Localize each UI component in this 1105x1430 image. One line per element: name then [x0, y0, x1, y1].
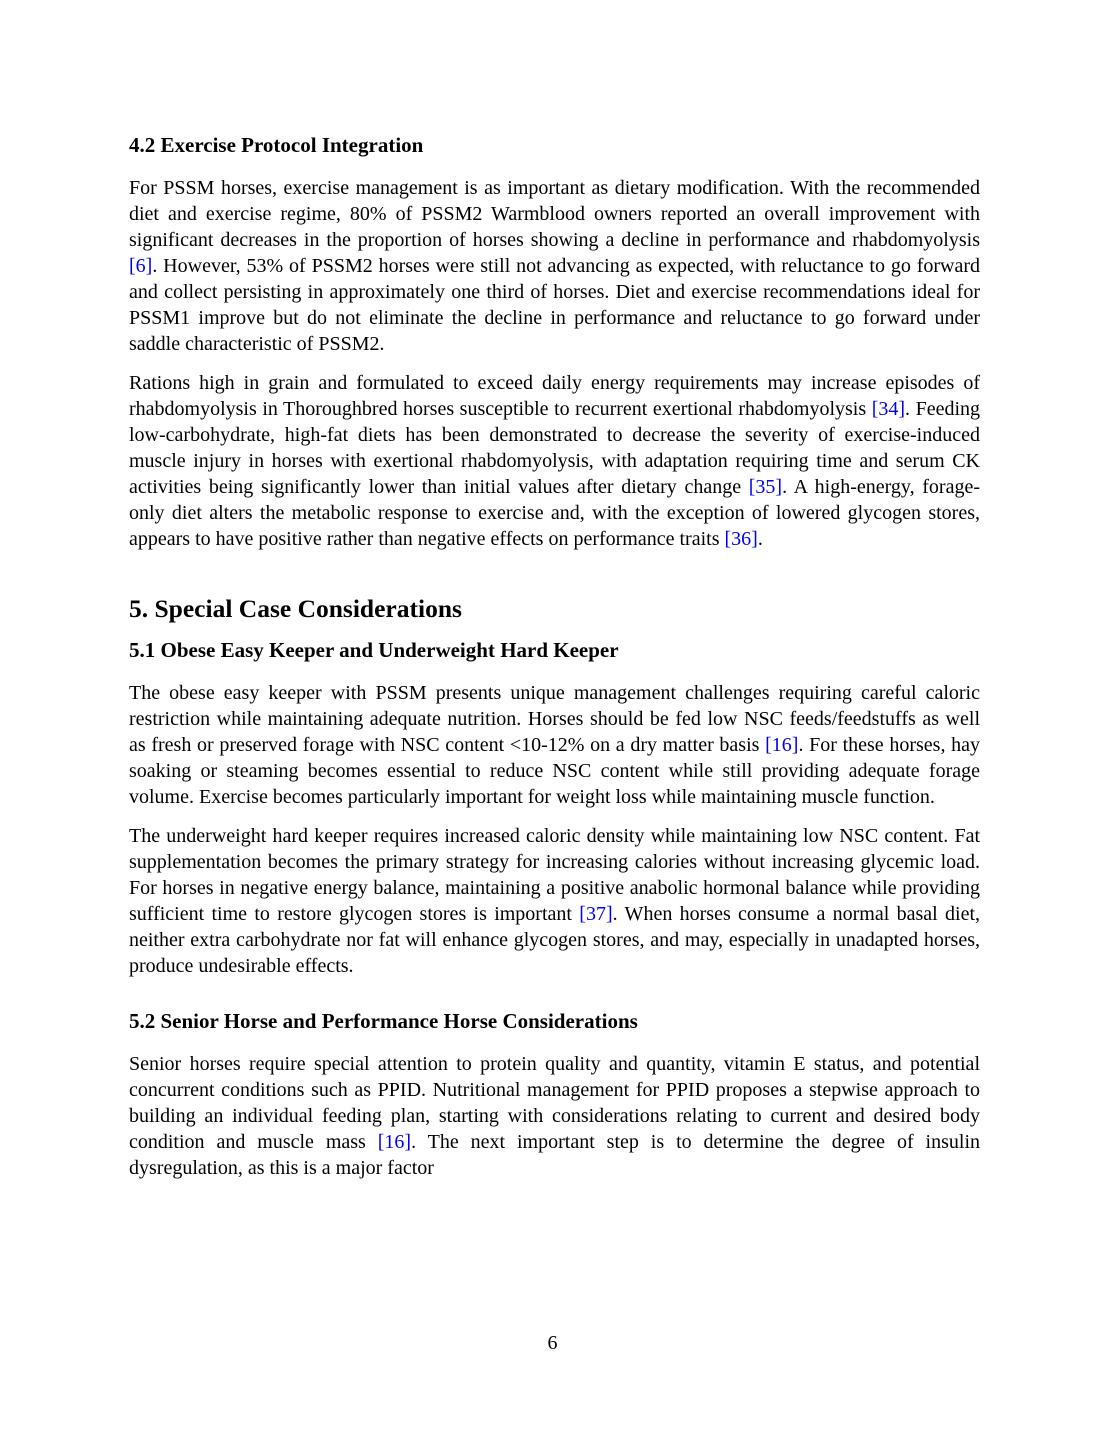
- paragraph-underweight-hard-keeper: The underweight hard keeper requires increased caloric density while maintaining low NSC content. Fat supplementation becomes the primary strategy for increasing calories without increasing glycemic load. For horses in negative energy balance, maintaining a positive anabolic hormonal balance while providing sufficient time to restore glycogen stores is important [37]. When horses consume a normal basal diet, neither extra carbohydrate nor fat will enhance glycogen stores, and may, especially in unadapted horses, produce undesirable effects.: [129, 825, 981, 977]
- citation-link[interactable]: [36]: [724, 528, 758, 550]
- citation-link[interactable]: [35]: [748, 476, 783, 498]
- section-heading-5: 5. Special Case Considerations: [129, 594, 462, 623]
- citation-link[interactable]: [37]: [579, 903, 613, 925]
- subsection-heading-5-2: 5.2 Senior Horse and Performance Horse Considerations: [129, 1009, 638, 1033]
- subsection-heading-4-2: 4.2 Exercise Protocol Integration: [129, 133, 424, 157]
- citation-link[interactable]: [34]: [871, 398, 906, 420]
- paragraph-obese-easy-keeper-1: The obese easy keeper with PSSM presents unique management challenges requiring careful caloric restriction while maintaining adequate nutrition. Horses should be fed low NSC feeds/feedstuffs as well as fresh or preserved forage with NSC content <10-12% on a dry matter basis [16]. For these horses, hay soaking or steaming becomes essential to reduce NSC content while still providing adequate forage volume. Exercise becomes particularly important for weight loss while maintaining muscle function.: [129, 682, 980, 808]
- paragraph-exercise-protocol-2: Rations high in grain and formulated to exceed daily energy requirements may increase episodes of rhabdomyolysis in Thoroughbred horses susceptible to recurrent exertional rhabdomyolysis [34]. Feeding low-carbohydrate, high-fat diets has been demonstrated to decrease the severity of exercise-induced muscle injury in horses with exertional rhabdomyolysis, with adaptation requiring time and serum CK activities being significantly lower than initial values after dietary change [35]. A high-energy, forage-only diet alters the metabolic response to exercise and, with the exception of lowered glycogen stores, appears to have positive rather than negative effects on performance traits [36].: [129, 372, 981, 550]
- page-number: 6: [547, 1332, 558, 1354]
- paragraph-exercise-protocol-1: For PSSM horses, exercise management is as important as dietary modification. With the recommended diet and exercise regime, 80% of PSSM2 Warmblood owners reported an overall improvement with significant decreases in the proportion of horses showing a decline in performance and rhabdomyolysis [6]. However, 53% of PSSM2 horses were still not advancing as expected, with reluctance to go forward and collect persisting in approximately one third of horses. Diet and exercise recommendations ideal for PSSM1 improve but do not eliminate the decline in performance and reluctance to go forward under saddle characteristic of PSSM2.: [129, 177, 980, 355]
- citation-link[interactable]: [6]: [129, 255, 153, 277]
- paragraph-senior-horse: Senior horses require special attention to protein quality and quantity, vitamin E status, and potential concurrent conditions such as PPID. Nutritional management for PPID proposes a stepwise approach to building an individual feeding plan, starting with considerations relating to current and desired body condition and muscle mass [16]. The next important step is to determine the degree of insulin dysregulation, as this is a major factor: [129, 1053, 981, 1179]
- subsection-heading-5-1: 5.1 Obese Easy Keeper and Underweight Hard Keeper: [129, 638, 619, 662]
- citation-link[interactable]: [16]: [377, 1131, 412, 1153]
- citation-link[interactable]: [16]: [765, 734, 799, 756]
